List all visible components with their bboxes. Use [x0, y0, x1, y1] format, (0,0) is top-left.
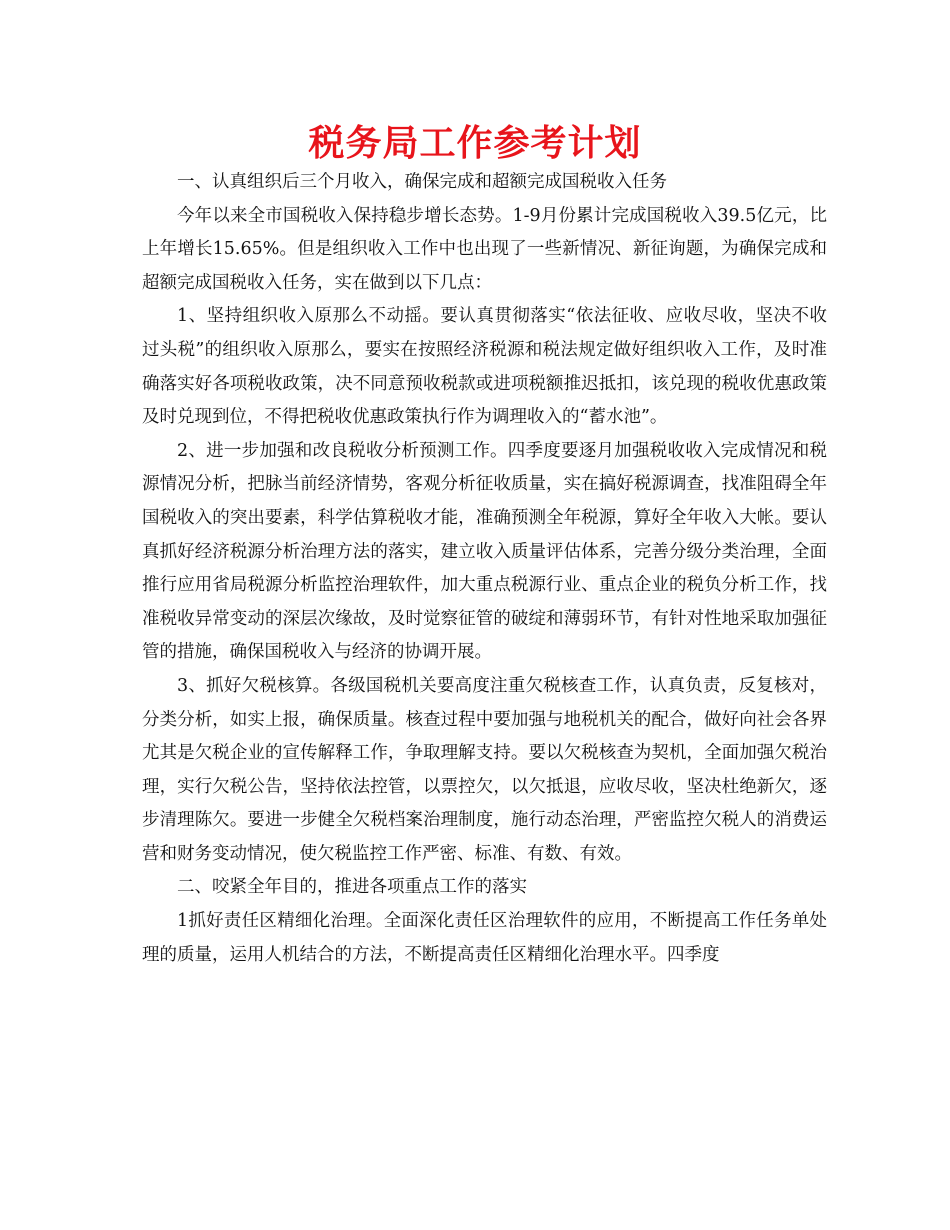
- paragraph-point-3: 3、抓好欠税核算。各级国税机关要高度注重欠税核查工作，认真负责，反复核对，分类分析，如实上报，确保质量。核查过程中要加强与地税机关的配合，做好向社会各界尤其是欠税企业的宣传解释工作，争取理解支持。要以欠税核查为契机，全面加强欠税治理，实行欠税公告，坚持依法控管，以票控欠，以欠抵退，应收尽收，坚决杜绝新欠，逐步清理陈欠。要进一步健全欠税档案治理制度，施行动态治理，严密监控欠税人的消费运营和财务变动情况，使欠税监控工作严密、标准、有数、有效。: [142, 675, 827, 864]
- section-heading-1: 一、认真组织后三个月收入，确保完成和超额完成国税收入任务: [177, 172, 667, 192]
- section-heading-2: 二、咬紧全年目的，推进各项重点工作的落实: [177, 877, 527, 898]
- paragraph-revenue-overview: 今年以来全市国税收入保持稳步增长态势。1-9月份累计完成国税收入39.5亿元，比上年增长15.65%。但是组织收入工作中也出现了一些新情况、新征询题，为确保完成和超额完成国税收入任务，实在做到以下几点：: [142, 205, 827, 293]
- document-body: [142, 166, 827, 972]
- paragraph-point-1: 1、坚持组织收入原那么不动摇。要认真贯彻落实“依法征收、应收尽收，坚决不收过头税”的组织收入原那么，要实在按照经济税源和税法规定做好组织收入工作，及时准确落实好各项税收政策，决不同意预收税款或进项税额推迟抵扣，该兑现的税收优惠政策及时兑现到位，不得把税收优惠政策执行作为调理收入的“蓄水池”。: [142, 306, 827, 428]
- paragraph-point-2: 2、进一步加强和改良税收分析预测工作。四季度要逐月加强税收收入完成情况和税源情况分析，把脉当前经济情势，客观分析征收质量，实在搞好税源调查，找准阻碍全年国税收入的突出要素，科学估算税收才能，准确预测全年税源，算好全年收入大帐。要认真抓好经济税源分析治理方法的落实，建立收入质量评估体系，完善分级分类治理，全面推行应用省局税源分析监控治理软件，加大重点税源行业、重点企业的税负分析工作，找准税收异常变动的深层次缘故，及时觉察征管的破绽和薄弱环节，有针对性地采取加强征管的措施，确保国税收入与经济的协调开展。: [142, 440, 827, 663]
- paragraph-section2-point-1: 1抓好责任区精细化治理。全面深化责任区治理软件的应用，不断提高工作任务单处理的质量，运用人机结合的方法，不断提高责任区精细化治理水平。四季度: [142, 911, 827, 965]
- document-title: 税务局工作参考计划: [308, 123, 642, 164]
